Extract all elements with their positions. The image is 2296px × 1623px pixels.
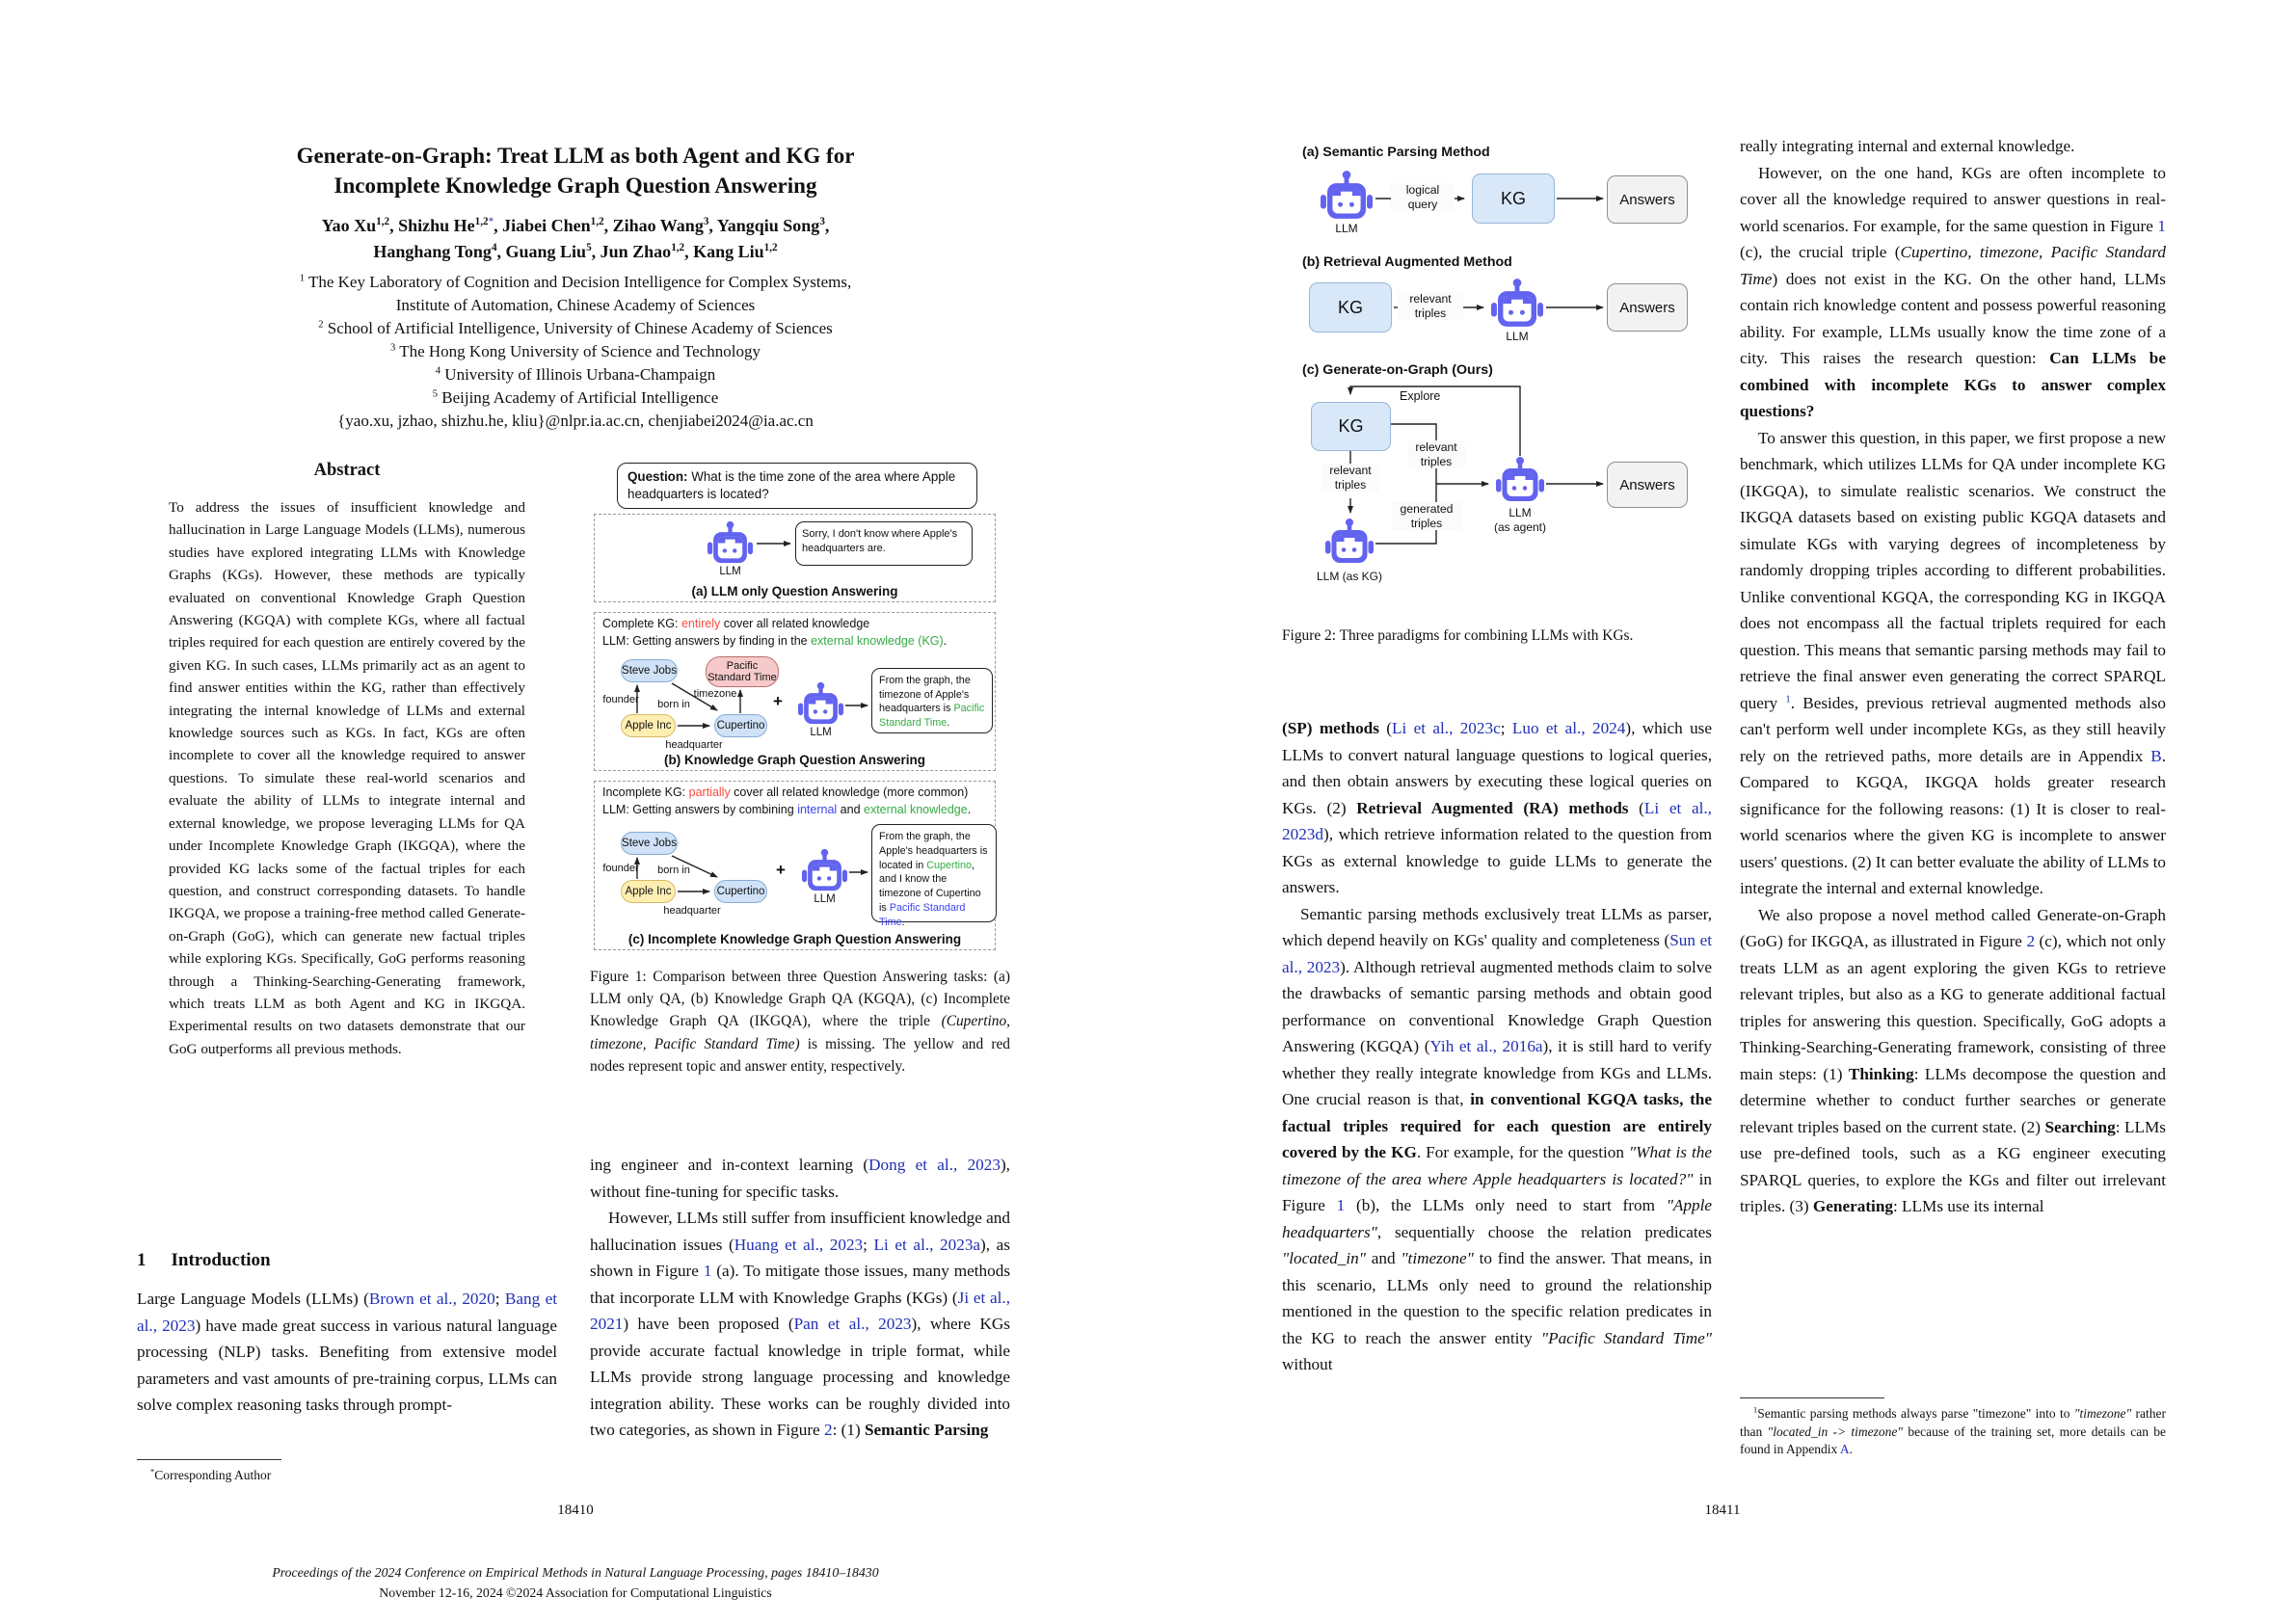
panel-c-header-line1: Incomplete KG: partially cover all related knowledge (more common)	[602, 785, 969, 799]
llm-label: LLM	[810, 727, 832, 738]
kg-node-apple-inc: Apple Inc	[621, 714, 676, 737]
llm-label: LLM	[1506, 330, 1529, 343]
citation-link[interactable]: Yih et al., 2016a	[1429, 1037, 1543, 1055]
citation-link[interactable]: Brown et al., 2020	[368, 1290, 495, 1308]
body-paragraph: Large Language Models (LLMs) (Brown et al., 2020; Bang et al., 2023) have made great success in various natural language processing (NLP) tasks. Benefiting from extensive model parameters and vast amounts of pre-training corpus, LLMs can solve complex reasoning tasks through prompt-	[137, 1290, 557, 1414]
author-line-2: Hanghang Tong$^4$, Guang Liu$^5$, Jun Zhao$^{1,2}$, Kang Liu$^{1,2}$	[373, 242, 778, 261]
figure-1	[594, 453, 999, 954]
llm-label: LLM	[719, 566, 741, 577]
speech-bubble: From the graph, the Apple's headquarters is located in Cupertino, and I know the timezone of Cupertino is Pacific Standard Time.	[871, 824, 997, 922]
answers-box: Answers	[1607, 175, 1688, 224]
citation-link[interactable]: Ji et al., 2021	[590, 1288, 1010, 1333]
kg-box: KG	[1311, 402, 1391, 451]
citation-link[interactable]: Luo et al., 2024	[1511, 719, 1626, 737]
edge-label-headquarter: headquarter	[665, 739, 723, 751]
figure1-panel-a	[594, 514, 996, 602]
footnote-text: $^1$Semantic parsing methods always parse "timezone" into to "timezone" rather than "located_in -> timezone" because of the training set, more details can be found in Appendix A.	[1740, 1405, 2166, 1456]
citation-link[interactable]: Pan et al., 2023	[793, 1315, 912, 1333]
affiliation-line-2: Institute of Automation, Chinese Academy of Sciences	[395, 296, 756, 314]
relevant-triples-label: relevant triples	[1398, 292, 1463, 320]
page2-column1-text	[1282, 715, 1712, 1503]
kg-node-cupertino: Cupertino	[714, 714, 767, 737]
introduction-section	[137, 1250, 557, 1457]
author-line-1: Yao Xu$^{1,2}$, Shizhu He$^{1,2*}$, Jiabei Chen$^{1,2}$, Zihao Wang$^3$, Yangqiu Song$^3$,	[321, 216, 830, 235]
relevant-triples-label-left: relevant triples	[1322, 464, 1379, 492]
proceedings-line1: Proceedings of the 2024 Conference on Empirical Methods in Natural Language Processing, pages 18410–18430	[272, 1565, 879, 1580]
generated-triples-label: generated triples	[1392, 502, 1461, 530]
llm-as-agent-label-1: LLM	[1508, 506, 1532, 519]
citation-link[interactable]: Sun et al., 2023	[1282, 931, 1712, 976]
logical-query-label: logical query	[1391, 183, 1455, 211]
panel-c-header-line2: LLM: Getting answers by combining internal and external knowledge.	[602, 803, 972, 816]
section-heading-introduction	[137, 1250, 557, 1271]
citation-link[interactable]: 1	[1336, 1196, 1346, 1214]
body-paragraph: really integrating internal and external knowledge.	[1740, 137, 2075, 155]
affiliation-line-1: $^1$ The Key Laboratory of Cognition and Decision Intelligence for Complex Systems,	[299, 273, 852, 291]
body-paragraph: However, LLMs still suffer from insufficient knowledge and hallucination issues (Huang et al., 2023; Li et al., 2023a), as shown in Figure 1 (a). To mitigate those issues, many methods that incorporate LLM with Knowledge Graphs (KGs) (Ji et al., 2021) have been proposed (Pan et al., 2023), where KGs provide accurate factual knowledge in triple format, while LLMs provide strong language processing and knowledge integration ability. These works can be roughly divided into two categories, as shown in Figure 2: (1) Semantic Parsing	[590, 1209, 1010, 1439]
speech-bubble: Sorry, I don't know where Apple's headquarters are.	[795, 521, 973, 566]
paper-title-line2: Incomplete Knowledge Graph Question Answering	[334, 173, 817, 198]
kg-node-steve-jobs: Steve Jobs	[621, 832, 678, 855]
citation-link[interactable]: Li et al., 2023c	[1392, 719, 1501, 737]
page2-column2-text	[1740, 133, 2166, 1394]
citation-link[interactable]: A	[1839, 1442, 1850, 1456]
panel-b-header-line1: Complete KG: entirely cover all related knowledge	[602, 617, 870, 630]
llm-robot-icon	[798, 681, 843, 725]
corresponding-author-footnote	[137, 1459, 557, 1485]
page1-column2-text	[590, 1152, 1010, 1532]
abstract-heading: Abstract	[313, 461, 381, 480]
kg-node-cupertino: Cupertino	[714, 880, 767, 903]
llm-label: LLM	[814, 893, 836, 905]
llm-robot-icon	[707, 520, 753, 564]
citation-link[interactable]: *	[488, 216, 494, 227]
citation-link[interactable]: Huang et al., 2023	[734, 1235, 864, 1254]
proceedings-line2: November 12-16, 2024 ©2024 Association for Computational Linguistics	[379, 1585, 772, 1600]
page1-number: 18410	[557, 1503, 594, 1518]
paper-title	[98, 141, 1053, 200]
body-paragraph: To answer this question, in this paper, we first propose a new benchmark, which utilizes LLMs for QA under incomplete KG (IKGQA), to simulate realistic scenarios. We construct the IKGQA datasets based on existing public KGQA datasets and simulate KGs with varying degrees of incompleteness by randomly dropping triples according to different probabilities. Unlike conventional KGQA, the corresponding KG in IKGQA does not encompass all the factual triplets required for each question. This means that semantic parsing methods may fail to retrieve the final answer even generating the correct SPARQL query $^1$. Besides, previous retrieval augmented methods also can't perform well under incomplete KGs, as they still heavily rely on the retrieved paths, more details are in Appendix B. Compared to KGQA, IKGQA holds greater research significance for the following reasons: (1) It is closer to real-world scenarios where the given KG is incomplete to answer users' questions. (2) It can better evaluate the ability of LLMs to integrate the internal and external knowledge.	[1740, 428, 2166, 897]
footnote-text: *Corresponding Author	[150, 1467, 272, 1482]
kg-node-apple-inc: Apple Inc	[621, 880, 676, 903]
page2-footnote	[1740, 1397, 2166, 1459]
author-emails: {yao.xu, jzhao, shizhu.he, kliu}@nlpr.ia.ac.cn, chenjiabei2024@ia.ac.cn	[337, 412, 814, 430]
figure2-b-title: (b) Retrieval Augmented Method	[1302, 254, 1512, 270]
body-paragraph: We also propose a novel method called Generate-on-Graph (GoG) for IKGQA, as illustrated in Figure 2 (c), which not only treats LLM as an agent exploring the given KGs to retrieve relevant triples, but also as a KG to generate additional factual triples for answering this question. Specifically, GoG adopts a Thinking-Searching-Generating framework, consisting of three main steps: (1) Thinking: LLMs decompose the question and determine whether to conduct further searches or generate relevant triples based on the current state. (2) Searching: LLMs use pre-defined tools, such as a KG engineer executing SPARQL queries, to explore the KGs and filter out irrelevant triples. (3) Generating: LLMs use its internal	[1740, 905, 2166, 1215]
plus-sign: +	[773, 692, 783, 710]
kg-box: KG	[1309, 282, 1392, 333]
abstract-text: To address the issues of insufficient knowledge and hallucination in Large Language Models (LLMs), numerous studies have explored integrating LLMs with Knowledge Graphs (KGs). However, these methods are typically evaluated on conventional Knowledge Graph Question Answering (KGQA) with complete KGs, where all factual triples required for each question are entirely covered by the given KG. In such cases, LLMs primarily act as an agent to find answer entities within the KG, rather than effectively integrating the internal knowledge of LLMs and external knowledge sources such as KGs. In fact, KGs are often incomplete to cover all the knowledge required to answer questions. To simulate these real-world scenarios and evaluate the ability of LLMs to integrate internal and external knowledge, we propose leveraging LLMs for QA under Incomplete Knowledge Graph (IKGQA), where the provided KG lacks some of the factual triples for each question, and construct corresponding datasets. To handle IKGQA, we propose a training-free method called Generate-on-Graph (GoG), which can generate new factual triples while exploring KGs. Specifically, GoG performs reasoning through a Thinking-Searching-Generating framework, which treats LLM as both Agent and KG in IKGQA. Experimental results on two datasets demonstrate that our GoG outperforms all previous methods.	[169, 499, 525, 1057]
edge-label-born-in: born in	[657, 865, 690, 876]
affiliation-line-3: $^2$ School of Artificial Intelligence, University of Chinese Academy of Sciences	[318, 319, 833, 337]
llm-as-kg-label: LLM (as KG)	[1316, 570, 1382, 583]
citation-link[interactable]: Li et al., 2023d	[1282, 798, 1712, 843]
llm-robot-icon	[802, 848, 847, 891]
body-paragraph: However, on the one hand, KGs are often incomplete to cover all the knowledge required to answer questions in real-world scenarios. For example, for the same question in Figure 1 (c), the crucial triple (Cupertino, timezone, Pacific Standard Time) does not exist in the KG. On the other hand, LLMs contain rich knowledge content and possess powerful reasoning ability. For example, LLMs usually know the time zone of a city. This raises the research question: Can LLMs be combined with incomplete KGs to answer complex questions?	[1740, 163, 2166, 420]
figure1-panel-c	[594, 781, 996, 950]
kg-box: KG	[1472, 173, 1555, 224]
paper-header	[98, 141, 1053, 433]
citation-link[interactable]: Dong et al., 2023	[868, 1156, 1001, 1174]
body-paragraph: (SP) methods (Li et al., 2023c; Luo et al., 2024), which use LLMs to convert natural language questions to logical queries, and then obtain answers by executing these logical queries on KGs. (2) Retrieval Augmented (RA) methods (Li et al., 2023d), which retrieve information related to the question from KGs as external knowledge to guide LLMs to generate the answers.	[1282, 719, 1712, 896]
citation-link[interactable]: 1	[2157, 216, 2166, 235]
panel-c-caption: (c) Incomplete Knowledge Graph Question Answering	[627, 932, 962, 946]
paper-title-line1: Generate-on-Graph: Treat LLM as both Agent and KG for	[296, 144, 855, 168]
citation-link[interactable]: 1	[703, 1262, 712, 1280]
section-title: Introduction	[171, 1250, 271, 1270]
plus-sign: +	[776, 861, 786, 879]
llm-as-agent-label-2: (as agent)	[1493, 520, 1547, 534]
panel-b-header-line2: LLM: Getting answers by finding in the external knowledge (KG).	[602, 634, 948, 648]
kg-node-pacific-standard-time: Pacific Standard Time	[706, 656, 779, 687]
figure1-panel-b	[594, 612, 996, 771]
edge-label-timezone: timezone	[693, 688, 737, 700]
footnote-rule	[137, 1459, 281, 1460]
citation-link[interactable]: 1	[1785, 693, 1791, 705]
body-paragraph: Semantic parsing methods exclusively treat LLMs as parser, which depend heavily on KGs' quality and completeness (Sun et al., 2023). Although retrieval augmented methods claim to solve the drawbacks of semantic parsing methods and obtain good performance on conventional Knowledge Graph Question Answering (KGQA) (Yih et al., 2016a), it is still hard to verify whether they really integrate knowledge from KGs and LLMs. One crucial reason is that, in conventional KGQA tasks, the factual triples required for each question are entirely covered by the KG. For example, for the question "What is the timezone of the area where Apple headquarters is located?" in Figure 1 (b), the LLMs only need to start from "Apple headquarters", sequentially choose the relation predicates "located_in" and "timezone" to find the answer. That means, in this scenario, LLMs only need to ground the relationship mentioned in the question to the specific relation predicates in the KG to reach the answer entity "Pacific Standard Time" without	[1282, 904, 1712, 1373]
llm-as-kg-robot-icon	[1325, 518, 1374, 564]
figure1-caption: Figure 1: Comparison between three Question Answering tasks: (a) LLM only QA, (b) Knowledge Graph QA (KGQA), (c) Incomplete Knowledge Graph QA (IKGQA), where the triple (Cupertino, timezone, Pacific Standard Time) is missing. The yellow and red nodes represent topic and answer entity, respectively.	[590, 969, 1010, 1075]
relevant-triples-label-mid: relevant triples	[1407, 440, 1465, 468]
llm-label: LLM	[1335, 222, 1358, 235]
citation-link[interactable]: 2	[823, 1421, 833, 1439]
edge-label-born-in: born in	[657, 699, 690, 710]
body-paragraph: ing engineer and in-context learning (Dong et al., 2023), without fine-tuning for specific tasks.	[590, 1156, 1010, 1201]
proceedings-footer	[98, 1562, 1053, 1603]
affiliation-line-5: $^4$ University of Illinois Urbana-Champaign	[435, 365, 716, 384]
edge-label-founder: founder	[602, 863, 639, 874]
affiliation-line-4: $^3$ The Hong Kong University of Science and Technology	[390, 342, 761, 360]
speech-bubble: From the graph, the timezone of Apple's headquarters is Pacific Standard Time.	[871, 668, 993, 733]
explore-label: Explore	[1400, 389, 1441, 403]
figure2-caption: Figure 2: Three paradigms for combining LLMs with KGs.	[1282, 627, 1634, 644]
section-number: 1	[137, 1250, 147, 1270]
llm-as-agent-robot-icon	[1496, 456, 1544, 502]
abstract-section	[137, 461, 557, 1232]
affiliation-line-6: $^5$ Beijing Academy of Artificial Intelligence	[432, 388, 719, 407]
page2-number: 18411	[1704, 1503, 1741, 1518]
figure2-a-title: (a) Semantic Parsing Method	[1302, 145, 1490, 160]
citation-link[interactable]: Bang et al., 2023	[137, 1290, 557, 1335]
answers-box: Answers	[1607, 462, 1688, 508]
citation-link[interactable]: Li et al., 2023a	[873, 1235, 981, 1254]
edge-label-headquarter: headquarter	[663, 905, 721, 917]
citation-link[interactable]: 2	[2026, 932, 2036, 950]
figure2-c-title: (c) Generate-on-Graph (Ours)	[1302, 362, 1493, 378]
edge-label-founder: founder	[602, 694, 639, 705]
footnote-rule	[1740, 1397, 1884, 1398]
kg-node-steve-jobs: Steve Jobs	[621, 659, 678, 682]
figure-2	[1282, 135, 1716, 622]
citation-link[interactable]: B	[2150, 746, 2162, 765]
panel-a-caption: (a) LLM only Question Answering	[691, 584, 898, 599]
llm-robot-icon	[1321, 170, 1373, 220]
panel-b-caption: (b) Knowledge Graph Question Answering	[663, 753, 925, 767]
figure1-question-box: Question: What is the time zone of the area where Apple headquarters is located?	[617, 463, 977, 509]
answers-box: Answers	[1607, 283, 1688, 332]
llm-robot-icon	[1491, 278, 1543, 328]
